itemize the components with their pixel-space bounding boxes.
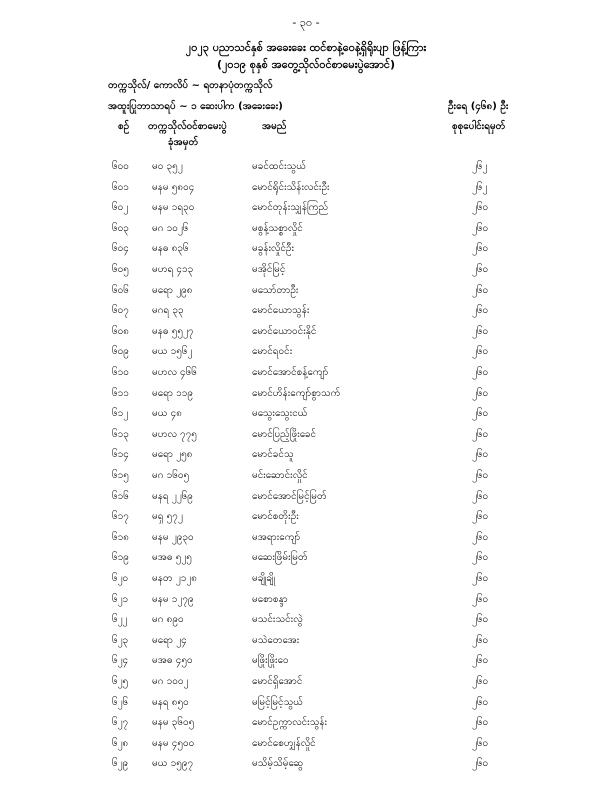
row-marks: ၂၆၀ (472, 387, 489, 399)
row-roll-number: မရော ၂၅၈ (152, 449, 193, 461)
row-name: မောင်ယောသွန်း (252, 305, 310, 317)
row-roll-number: မနမ ၄၅၀၀ (152, 737, 195, 749)
table-row (0, 283, 612, 303)
table-row (0, 530, 612, 550)
row-number: ၆၁၅ (112, 470, 129, 481)
row-marks: ၂၆၀ (472, 428, 489, 440)
row-number: ၆၁၄ (112, 449, 129, 461)
row-marks: ၂၆၀ (472, 696, 489, 708)
table-row (0, 695, 612, 715)
table-row (0, 303, 612, 323)
header-name: အမည် (262, 121, 287, 132)
row-name: မောင်အောင်စန့်ကျော် (252, 367, 329, 378)
row-marks: ၂၆၀ (472, 408, 489, 420)
row-marks: ၂၆၀ (472, 346, 489, 358)
row-number: ၆၀၆ (112, 284, 129, 296)
row-name: မသိမ့်သိမ့်ဆွေ (252, 758, 304, 770)
row-name: မောင်ယောဝင်းနိုင် (252, 325, 317, 337)
subject-label: အထူးပြုဘာသာရပ် ~ ၁ ဆေးပါက (အခေးခေး) (108, 101, 283, 112)
row-name: မခွန်းလှိုင်ဦး (252, 243, 295, 255)
row-roll-number: မနရ ၈၅၀ (152, 696, 189, 708)
row-marks: ၂၆၀ (472, 573, 489, 584)
row-number: ၆၂၉ (112, 758, 129, 770)
row-number: ၆၁၉ (112, 552, 129, 564)
row-marks: ၂၆၀ (472, 737, 489, 749)
row-roll-number: မဟလ ၇၇၅ (152, 428, 197, 440)
row-number: ၆၂၅ (112, 676, 129, 687)
row-number: ၆၀၂ (112, 202, 129, 214)
row-number: ၆၀၉ (112, 346, 129, 358)
row-roll-number: မဂရ ၃၃ (152, 305, 184, 317)
row-roll-number: မနမ ၃၆၀၅ (152, 717, 195, 729)
row-number: ၆၀၄ (112, 243, 129, 255)
row-roll-number: မဂ ၁၆၀၅ (152, 470, 190, 481)
row-marks: ၂၆၀ (472, 305, 489, 317)
row-roll-number: မဟလ ၄၆၆ (152, 367, 197, 378)
row-marks: ၂၆၀ (472, 614, 489, 626)
row-name: မစောစန္ဒာ (252, 593, 288, 605)
row-number: ၆၀၅ (112, 264, 129, 275)
row-number: ၆၁၃ (112, 428, 129, 440)
row-name: မအိုင်မြင့် (252, 264, 286, 275)
row-number: ၆၁၇ (112, 511, 129, 523)
table-row (0, 241, 612, 261)
row-number: ၆၂၀ (112, 573, 129, 584)
row-roll-number: မရှ ၅၇၂ (152, 511, 183, 523)
row-roll-number: မရော ၂၉၈ (152, 284, 193, 296)
row-name: မောင်ဥက္ကာလင်းသွန်း (252, 717, 328, 729)
table-row (0, 509, 612, 529)
row-marks: ၂၆၀ (472, 634, 489, 646)
table-row (0, 221, 612, 241)
row-marks: ၂၆၀ (472, 531, 489, 543)
row-marks: ၂၆၀ (472, 552, 489, 564)
row-marks: ၂၆၀ (472, 758, 489, 770)
row-roll-number: မယ ၁၅၆၂ (152, 346, 193, 358)
row-name: မောင်ခင်သူ (252, 449, 294, 461)
table-row (0, 715, 612, 735)
row-number: ၆၂၆ (112, 696, 129, 708)
table-row (0, 406, 612, 426)
row-number: ၆၁၀ (112, 367, 129, 378)
table-row (0, 612, 612, 632)
header-roll: တက္ကသိုလ်ဝင်စာမေးပွဲ (148, 121, 227, 132)
header-roll-line2: ခုံအမှတ် (168, 137, 199, 148)
row-number: ၆၀၁ (112, 181, 129, 193)
row-name: မသော်တာဦး (252, 284, 299, 296)
table-row (0, 159, 612, 179)
row-number: ၆၂၈ (112, 737, 129, 749)
row-roll-number: မဂ ၁၀၂၆ (152, 222, 189, 234)
row-name: မသွေးသွေးငယ် (252, 408, 308, 420)
row-marks: ၂၆၀ (472, 676, 489, 687)
table-row (0, 674, 612, 694)
row-number: ၆၁၆ (112, 490, 129, 502)
row-roll-number: မရော ၁၁၉ (152, 387, 194, 399)
row-roll-number: မဟရ ၄၁၃ (152, 264, 194, 275)
table-row (0, 736, 612, 756)
row-number: ၆၂၄ (112, 655, 129, 667)
row-name: မောင်တုန်းသျှန်ကြည် (252, 202, 329, 214)
table-row (0, 756, 612, 776)
table-row (0, 180, 612, 200)
row-roll-number: မအဓ ၄၅၀ (152, 655, 193, 667)
row-roll-number: မဂ ၈၉၀ (152, 614, 184, 626)
row-roll-number: မနဓ ၈၃၆ (152, 243, 189, 255)
table-row (0, 386, 612, 406)
row-marks: ၂၆၀ (472, 717, 489, 729)
row-name: မအရားကျော် (252, 531, 301, 543)
row-name: မောင်ရှိအောင် (252, 676, 303, 687)
header-marks: စုစုပေါင်းရမှတ် (452, 121, 506, 132)
row-roll-number: မရော ၂၄ (152, 634, 187, 646)
table-row (0, 344, 612, 364)
table-row (0, 427, 612, 447)
row-marks: ၂၆၀ (472, 325, 489, 337)
row-name: မင်းဆောင်းလှိုင် (252, 470, 308, 481)
table-row (0, 633, 612, 653)
row-number: ၆၂၇ (112, 717, 129, 729)
row-marks: ၂၆၀ (472, 655, 489, 667)
row-name: မစွန့်သစ္စာလှိုင် (252, 222, 303, 234)
row-roll-number: မနမ ၁ရ၃၀ (152, 202, 195, 214)
row-name: မောင်စေဟျှန်လှိုင် (252, 737, 316, 749)
row-marks: ၂၆၀ (472, 449, 489, 461)
row-name: မဖြိုးဖြိုးဝေ (252, 655, 289, 667)
table-row (0, 468, 612, 488)
table-row (0, 489, 612, 509)
row-number: ၆၂၃ (112, 634, 129, 646)
row-roll-number: မနရ ၂၂၆၉ (152, 490, 193, 502)
row-marks: ၂၆၀ (472, 593, 489, 605)
row-number: ၆၁၁ (112, 387, 129, 399)
row-roll-number: မအဓ ၅၂၅ (152, 552, 192, 564)
row-number: ၆၀၃ (112, 222, 129, 234)
row-number: ၆၀၀ (112, 161, 129, 172)
row-name: မသဲတေအေး (252, 634, 300, 646)
row-roll-number: မယ ၄၈ (152, 408, 182, 420)
row-name: မခင်ထင်းသွယ် (252, 161, 307, 172)
row-roll-number: မနဓ ၅၅၂၇ (152, 325, 194, 337)
row-marks: ၂၆၀ (472, 511, 489, 523)
row-marks: ၂၆၀ (472, 243, 489, 255)
table-row (0, 262, 612, 282)
table-row (0, 365, 612, 385)
table-row (0, 592, 612, 612)
header-no: စဉ် (118, 121, 130, 132)
row-marks: ၂၆၀ (472, 222, 489, 234)
row-marks: ၂၆၀ (472, 284, 489, 296)
page-number: - ၃၀ - (292, 16, 320, 29)
row-roll-number: မဝ ၃၅၂ (152, 161, 183, 172)
row-name: မသင်းသင်းလွဲ (252, 614, 303, 626)
row-name: မမြင့်မြင့်သွယ် (252, 696, 303, 708)
table-row (0, 200, 612, 220)
document-subtitle: (၂၀၁၉ စုနှစ် အတွေ့သိုလ်ဝင်စာမေးပွဲအောင်) (216, 58, 396, 71)
table-row (0, 550, 612, 570)
row-marks: ၂၆၀ (472, 264, 489, 275)
row-name: မောင်အောင်မြင့်မြတ် (252, 490, 327, 502)
row-name: မောင်ဟိန်းကျော်စွာသက် (252, 387, 341, 399)
row-name: မောင်ပြည့်ဖြိုးခေင် (252, 428, 316, 440)
row-marks: ၂၆၀ (472, 490, 489, 502)
table-row (0, 447, 612, 467)
row-number: ၆၂၁ (112, 593, 129, 605)
row-name: မောင်စတိုးဦး (252, 511, 299, 523)
row-roll-number: မနမ ၁၂၇၉ (152, 593, 194, 605)
row-roll-number: မယ ၁၅၉၇ (152, 758, 194, 770)
row-number: ၆၀၇ (112, 305, 129, 317)
row-name: မချိုချို (252, 573, 275, 584)
total-count-label: ဦးရေ (၄၆၈) ဦး (448, 101, 509, 112)
row-roll-number: မဂ ၁၀၀၂ (152, 676, 189, 687)
row-name: မောင်ရိုင်းသိန်းလင်းဦး (252, 181, 330, 193)
row-name: မောင်ရဝင်း (252, 346, 293, 358)
table-row (0, 653, 612, 673)
row-marks: ၂၆၀ (472, 202, 489, 214)
row-number: ၆၀၈ (112, 325, 129, 337)
row-number: ၆၁၂ (112, 408, 129, 420)
document-title: ၂၀၂၃ ပညာသင်နှစ် အခေးခေး ထင်စာနဲ့ဝေနဲ့ရှိရိုးပျာ ဖြန့်ကြား (185, 41, 427, 54)
row-roll-number: မနမ ၂၉၃၀ (152, 531, 194, 543)
row-number: ၆၁၈ (112, 531, 129, 543)
table-row (0, 571, 612, 591)
table-row (0, 324, 612, 344)
row-roll-number: မနမ ၅၈၀၄ (152, 181, 195, 193)
row-marks: ၂၆၀ (472, 470, 489, 481)
university-label: တက္ကသိုလ်/ ကောလိပ် ~ ရတနာပုံတက္ကသိုလ် (108, 80, 273, 91)
row-number: ၆၂၂ (112, 614, 128, 626)
row-marks: ၂၆၂ (472, 181, 488, 193)
row-marks: ၂၆၀ (472, 367, 489, 378)
row-name: မဆေးဖြိမ်းမြတ် (252, 552, 308, 564)
row-marks: ၂၆၂ (472, 161, 488, 172)
row-roll-number: မနတ ၂၁၂၈ (152, 573, 197, 584)
